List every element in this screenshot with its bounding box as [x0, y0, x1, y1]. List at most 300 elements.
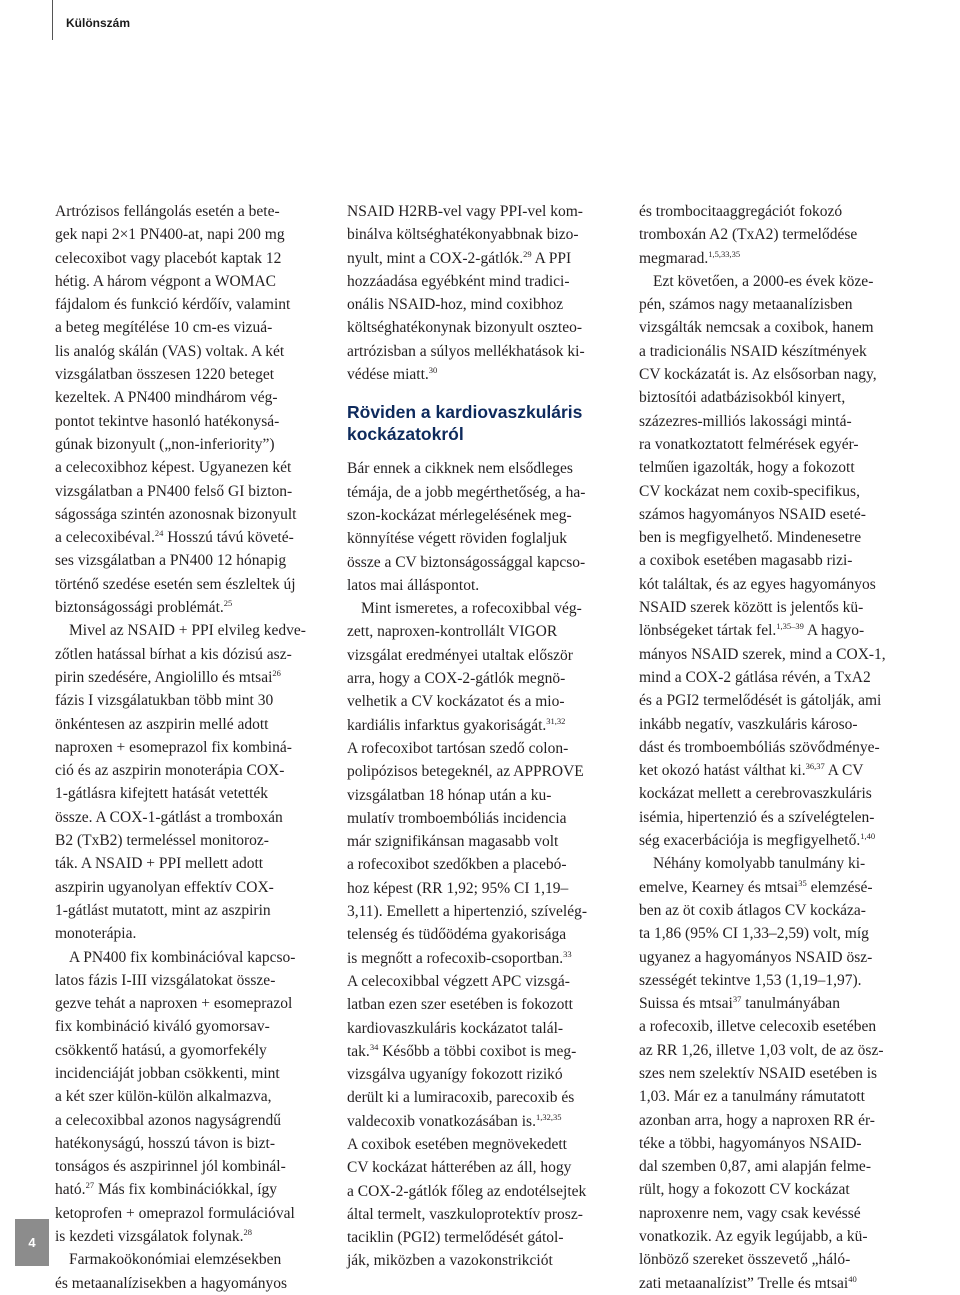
text-line: [55, 1132, 333, 1155]
text-line: [347, 481, 625, 504]
text-run: 1-gátlásra kifejtett hatását vetették: [55, 785, 269, 803]
text-line: [639, 316, 917, 339]
text-run: hétig. A három végpont a WOMAC: [55, 272, 276, 290]
text-line: [55, 782, 333, 805]
text-run: fájdalom és funkció kérdőív, valamint: [55, 296, 291, 314]
text-line: [639, 526, 917, 549]
text-run: védése miatt.: [347, 366, 429, 384]
text-line: [639, 503, 917, 526]
citation-superscript: 28: [243, 1227, 253, 1238]
text-line: [639, 736, 917, 759]
text-run: kardiovaszkuláris kockázatot talál-: [347, 1019, 564, 1037]
text-line: [639, 1225, 917, 1248]
text-run: Mint ismeretes, a rofecoxibbal vég-: [361, 600, 582, 618]
text-line: [347, 1063, 625, 1086]
citation-superscript: 35: [798, 877, 807, 888]
text-run: B2 (TxB2) termeléssel monitoroz-: [55, 832, 269, 850]
text-line: [55, 223, 333, 246]
text-run: A CV: [824, 762, 864, 780]
text-run: isémia, hipertenzió és a szívelégtelen-: [639, 808, 875, 826]
text-run: aszpirin ugyanolyan effektív COX-: [55, 878, 274, 896]
text-line: [55, 340, 333, 363]
text-run: inkább negatív, vaszkuláris károso-: [639, 715, 858, 733]
text-line: [639, 386, 917, 409]
text-run: 1-gátlást mutatott, mint az aszpirin: [55, 901, 271, 919]
citation-superscript: 37: [732, 994, 742, 1005]
text-line: [639, 247, 917, 270]
text-line: [347, 527, 625, 550]
text-run: Suissa és mtsai: [639, 995, 733, 1013]
text-run: Hosszú távú követé-: [163, 529, 294, 547]
text-run: az RR 1,26, illetve 1,03 volt, de az ösz-: [639, 1041, 884, 1059]
text-line: [639, 1039, 917, 1062]
text-column-3: [639, 200, 917, 1295]
text-line: [639, 223, 917, 246]
text-run: és metaanalízisekben a hagyományos: [55, 1274, 287, 1292]
text-run: a tradicionális NSAID készítmények: [639, 342, 867, 360]
text-run: ség exacerbációja is megfigyelhető.: [639, 832, 861, 850]
text-line: [55, 1272, 333, 1295]
text-line: [639, 759, 917, 782]
text-run: onális NSAID-hoz, mind coxibhoz: [347, 296, 564, 314]
text-run: Bár ennek a cikknek nem elsődleges: [347, 460, 573, 478]
text-run: ra vonatkoztatott felmérések egyér-: [639, 435, 859, 453]
text-line: [639, 922, 917, 945]
text-line: [347, 923, 625, 946]
text-run: A hagyo-: [803, 622, 865, 640]
text-line: [347, 1040, 625, 1063]
citation-superscript: 25: [223, 598, 233, 609]
text-line: [639, 1062, 917, 1085]
text-run: dal szemben 0,87, ami alapján felme-: [639, 1158, 871, 1176]
text-line: [347, 807, 625, 830]
text-line: [639, 270, 917, 293]
text-line: [347, 970, 625, 993]
text-run: NSAID H2RB-vel vagy PPI-vel kom-: [347, 203, 583, 220]
text-run: velhetik a CV kockázatot és a mio-: [347, 693, 565, 711]
text-line: [55, 713, 333, 736]
citation-superscript: 29: [523, 248, 532, 259]
text-line: [55, 1062, 333, 1085]
citation-superscript: 33: [563, 948, 572, 959]
text-run: ta 1,86 (95% CI 1,33–2,59) volt, míg: [639, 925, 869, 943]
text-line: [639, 456, 917, 479]
text-run: A PN400 fix kombinációval kapcso-: [69, 948, 296, 966]
text-line: [347, 1110, 625, 1133]
text-line: [55, 596, 333, 619]
text-line: [639, 876, 917, 899]
text-line: [55, 386, 333, 409]
text-run: zőtlen hatással bírhat a kis dózisú asz-: [55, 645, 292, 663]
text-run: témája, de a jobb megérthetőség, a ha-: [347, 483, 586, 501]
citation-superscript: 30: [428, 365, 438, 376]
text-line: [55, 433, 333, 456]
text-line: [55, 1085, 333, 1108]
text-line: [639, 689, 917, 712]
text-line: [347, 737, 625, 760]
text-line: [639, 852, 917, 875]
text-run: a coxibok esetében magasabb rizi-: [639, 552, 853, 570]
text-run: arra, hogy a COX-2-gátlók megnö-: [347, 670, 566, 688]
text-line: [55, 736, 333, 759]
text-line: [55, 899, 333, 922]
citation-superscript: 40: [848, 1273, 857, 1284]
page-number: 4: [15, 1219, 49, 1266]
text-run: szon-kockázat mérlegelésének meg-: [347, 506, 572, 524]
text-line: [347, 200, 625, 223]
text-run: elemzésé-: [806, 878, 873, 896]
text-run: Mivel az NSAID + PPI elvileg kedve-: [69, 622, 306, 640]
text-run: pén, számos nagy metaanalízisben: [639, 296, 853, 314]
text-run: a celecoxibéval.: [55, 529, 155, 547]
text-run: össze a CV biztonságossággal kapcso-: [347, 553, 586, 571]
text-run: kardiális infarktus gyakoriságát.: [347, 716, 547, 734]
text-run: azonban arra, hogy a naproxen RR ér-: [639, 1111, 875, 1129]
text-run: Más fix kombinációkkal, így: [94, 1181, 278, 1199]
text-run: mányos NSAID szerek, mind a COX-1,: [639, 645, 886, 663]
text-line: [347, 504, 625, 527]
citation-superscript: 27: [85, 1180, 95, 1191]
citation-superscript: 34: [369, 1041, 379, 1052]
text-line: [55, 1225, 333, 1248]
text-run: taciklin (PGI2) termelődését gátol-: [347, 1229, 564, 1247]
text-line: [347, 667, 625, 690]
text-run: ses vizsgálatban a PN400 12 hónapig: [55, 552, 287, 570]
text-run: vonatkozik. Az egyik legújabb, a kü-: [639, 1228, 868, 1246]
text-run: ket okozó hatást válthat ki.: [639, 762, 806, 780]
text-line: [639, 293, 917, 316]
text-run: Farmakoökonómiai elemzésekben: [69, 1251, 282, 1269]
citation-superscript: 1,32,35: [535, 1111, 562, 1122]
text-line: [347, 457, 625, 480]
text-run: hozzáadása egyébként mind tradici-: [347, 272, 570, 290]
citation-superscript: 36,37: [805, 761, 825, 772]
text-run: csökkentő hatású, a gyomorfekély: [55, 1041, 267, 1059]
text-run: telműen igazolták, hogy a fokozott: [639, 459, 855, 477]
text-column-1: [55, 200, 333, 1295]
text-line: [347, 1017, 625, 1040]
text-run: által termelt, vaszkuloprotektív prosz-: [347, 1205, 583, 1223]
header-divider: [52, 0, 53, 40]
text-run: A celecoxibbal végzett APC vizsgá-: [347, 972, 570, 990]
text-run: is kezdeti vizsgálatok folynak.: [55, 1228, 244, 1246]
text-run: hatékonyságú, hosszú távon is bizt-: [55, 1134, 275, 1152]
text-line: [55, 946, 333, 969]
text-line: [639, 969, 917, 992]
text-run: önkéntesen az aszpirin mellé adott: [55, 715, 269, 733]
text-run: tromboxán A2 (TxA2) termelődése: [639, 226, 858, 244]
text-run: ketoprofen + omeprazol formulációval: [55, 1204, 295, 1222]
text-run: már szignifikánsan magasabb volt: [347, 833, 559, 851]
text-line: [347, 247, 625, 270]
text-line: [55, 1248, 333, 1271]
text-run: fix kombináció kiváló gyomorsav-: [55, 1018, 270, 1036]
text-run: gúnak bizonyult („non-inferiority”): [55, 435, 275, 453]
text-run: derült ki a lumiracoxib, parecoxib és: [347, 1089, 575, 1107]
text-run: ugyanez a hagyományos NSAID ösz-: [639, 948, 873, 966]
text-run: és trombocitaaggregációt fokozó: [639, 203, 843, 220]
text-run: ció és az aszpirin monoterápia COX-: [55, 762, 285, 780]
text-line: [55, 829, 333, 852]
text-line: [347, 270, 625, 293]
text-line: [347, 551, 625, 574]
text-line: [55, 1015, 333, 1038]
text-run: polipózisos betegeknél, az APPROVE: [347, 763, 584, 781]
text-line: [347, 620, 625, 643]
text-run: a celecoxibhoz képest. Ugyanezen két: [55, 459, 292, 477]
text-line: [639, 1202, 917, 1225]
text-line: [55, 316, 333, 339]
text-run: ben is megfigyelhető. Mindenesetre: [639, 529, 862, 547]
text-run: szes nem szelektív NSAID esetében is: [639, 1064, 878, 1082]
text-run: ták. A NSAID + PPI mellett adott: [55, 855, 264, 873]
text-line: [347, 993, 625, 1016]
text-line: [639, 666, 917, 689]
text-line: [55, 806, 333, 829]
text-run: vizsgálva ugyanígy fokozott rizikó: [347, 1066, 563, 1084]
text-run: mind a COX-2 gátlása révén, a TxA2: [639, 668, 871, 686]
text-run: rült, hogy a fokozott CV kockázat: [639, 1181, 850, 1199]
text-line: [55, 666, 333, 689]
text-line: [639, 899, 917, 922]
text-line: [347, 340, 625, 363]
text-run: kót találtak, és az egyes hagyományos: [639, 575, 876, 593]
text-run: A rofecoxibot tartósan szedő colon-: [347, 739, 569, 757]
section-heading: Röviden a kardiovaszkuláris kockázatokról: [347, 402, 583, 445]
text-run: biztonságossági problémát.: [55, 599, 224, 617]
text-line: [55, 363, 333, 386]
text-run: emelve, Kearney és mtsai: [639, 878, 799, 896]
text-line: [639, 410, 917, 433]
text-line: [347, 223, 625, 246]
text-line: [639, 596, 917, 619]
text-line: [55, 619, 333, 642]
text-run: dást és tromboembóliás szövődménye-: [639, 738, 880, 756]
text-run: latban ezen szer esetében is fokozott: [347, 996, 573, 1014]
text-line: [347, 363, 625, 386]
text-line: [639, 782, 917, 805]
text-line: [347, 877, 625, 900]
citation-superscript: 1,35–39: [776, 621, 804, 632]
text-run: binálva költséghatékonyabbnak bizo-: [347, 226, 579, 244]
citation-superscript: 26: [272, 667, 281, 678]
text-run: a COX-2-gátlók főleg az endotélsejtek: [347, 1182, 587, 1200]
text-line: [55, 759, 333, 782]
text-run: zett, naproxen-kontrollált VIGOR: [347, 623, 558, 641]
text-line: [55, 969, 333, 992]
text-line: [55, 992, 333, 1015]
section-label: Különszám: [66, 16, 131, 30]
text-run: latos mai álláspontot.: [347, 576, 480, 594]
text-line: [639, 433, 917, 456]
text-line: [639, 363, 917, 386]
text-run: artrózisban a súlyos mellékhatások ki-: [347, 342, 585, 360]
text-run: történő szedése esetén sem észleltek új: [55, 575, 296, 593]
text-run: biztosítói adatbázisokból kinyert,: [639, 389, 846, 407]
text-run: 3,11). Emellett a hipertenzió, szívelég-: [347, 903, 588, 921]
citation-superscript: 1,40: [860, 831, 876, 842]
text-line: [639, 1085, 917, 1108]
text-run: 1,03. Már ez a tanulmány rámutatott: [639, 1088, 865, 1106]
text-run: A PPI: [531, 249, 572, 267]
text-line: [55, 247, 333, 270]
text-line: [347, 760, 625, 783]
text-run: szességét tekintve 1,53 (1,19–1,97).: [639, 971, 862, 989]
text-line: [639, 992, 917, 1015]
text-run: ható.: [55, 1181, 86, 1199]
text-run: telenség és tüdőödéma gyakorisága: [347, 926, 567, 944]
text-line: [55, 293, 333, 316]
text-run: monoterápia.: [55, 925, 137, 943]
text-line: [347, 853, 625, 876]
text-run: CV kockázat nem coxib-specifikus,: [639, 482, 860, 500]
text-run: gek napi 2×1 PN400-at, napi 200 mg: [55, 226, 285, 244]
text-line: [55, 689, 333, 712]
text-run: százezres-milliós lakossági mintá-: [639, 412, 852, 430]
text-run: Később a többi coxibot is meg-: [378, 1042, 577, 1060]
citation-superscript: 24: [154, 528, 164, 539]
text-run: gezve tehát a naproxen + esomeprazol: [55, 995, 293, 1013]
text-column-2: [347, 200, 625, 1273]
text-line: [639, 1015, 917, 1038]
text-line: [347, 1133, 625, 1156]
text-line: [55, 480, 333, 503]
text-run: vizsgálatban 18 hónap után a ku-: [347, 786, 552, 804]
text-line: [347, 1226, 625, 1249]
text-line: [639, 946, 917, 969]
text-line: [55, 410, 333, 433]
text-line: [55, 549, 333, 572]
text-line: [347, 574, 625, 597]
text-line: [55, 876, 333, 899]
text-run: ják, miközben a vazokonstrikciót: [347, 1252, 553, 1270]
text-line: [347, 1203, 625, 1226]
text-line: [347, 1180, 625, 1203]
text-line: [55, 1202, 333, 1225]
text-run: valdecoxib vonatkozásában is.: [347, 1112, 536, 1130]
text-run: latos fázis I-III vizsgálatokat össze-: [55, 971, 276, 989]
text-line: [639, 1155, 917, 1178]
text-line: [55, 1178, 333, 1201]
text-run: vizsgálták nemcsak a coxibok, hanem: [639, 319, 874, 337]
text-run: költséghatékonynak bizonyult oszteo-: [347, 319, 583, 337]
text-run: vizsgálatban összesen 1220 beteget: [55, 366, 275, 384]
text-run: is megnőtt a rofecoxib-csoportban.: [347, 949, 564, 967]
text-line: [347, 644, 625, 667]
text-run: CV kockázatát is. Az elsősorban nagy,: [639, 366, 877, 384]
text-line: [639, 340, 917, 363]
text-line: [347, 1086, 625, 1109]
text-run: incidenciáját jobban csökkenti, mint: [55, 1064, 280, 1082]
text-run: fázis I vizsgálatukban több mint 30: [55, 692, 274, 710]
text-run: tonságos és aszpirinnel jól kombinál-: [55, 1158, 286, 1176]
text-run: pirin szedésére, Angiolillo és mtsai: [55, 668, 273, 686]
text-run: A coxibok esetében megnövekedett: [347, 1135, 567, 1153]
text-line: [347, 947, 625, 970]
text-run: naproxen + esomeprazol fix kombiná-: [55, 738, 292, 756]
text-line: [347, 293, 625, 316]
text-run: vizsgálat eredményei utaltak először: [347, 646, 573, 664]
text-line: [639, 806, 917, 829]
text-run: NSAID szerek között is jelentős kü-: [639, 599, 864, 617]
text-run: naproxenre nem, vagy csak kevéssé: [639, 1204, 861, 1222]
text-line: [639, 480, 917, 503]
text-line: [55, 1109, 333, 1132]
text-line: [347, 690, 625, 713]
text-run: lönbségeket tártak fel.: [639, 622, 777, 640]
text-run: zati metaanalízist” Trelle és mtsai: [639, 1274, 849, 1292]
text-line: [55, 852, 333, 875]
text-run: Ezt követően, a 2000-es évek köze-: [653, 272, 874, 290]
text-run: kockázat mellett a cerebrovaszkuláris: [639, 785, 872, 803]
text-run: össze. A COX-1-gátlást a tromboxán: [55, 808, 283, 826]
text-run: könnyítése végett röviden foglaljuk: [347, 530, 567, 548]
text-line: [55, 573, 333, 596]
text-line: [639, 713, 917, 736]
text-run: Néhány komolyabb tanulmány ki-: [653, 855, 866, 873]
text-line: [639, 1178, 917, 1201]
text-run: celecoxibot vagy placebót kaptak 12: [55, 249, 282, 267]
text-line: [55, 922, 333, 945]
text-line: [639, 1248, 917, 1271]
text-line: [347, 1249, 625, 1272]
text-line: [55, 1155, 333, 1178]
text-line: [347, 830, 625, 853]
text-run: lis analóg skálán (VAS) voltak. A két: [55, 342, 285, 360]
text-run: megmarad.: [639, 249, 709, 267]
text-run: hoz képest (RR 1,92; 95% CI 1,19–: [347, 879, 569, 897]
text-line: [639, 549, 917, 572]
text-run: a rofecoxib, illetve celecoxib esetében: [639, 1018, 877, 1036]
text-line: [639, 1109, 917, 1132]
text-line: [347, 714, 625, 737]
text-run: nyult, mint a COX-2-gátlók.: [347, 249, 524, 267]
text-run: kezeltek. A PN400 mindhárom vég-: [55, 389, 278, 407]
citation-superscript: 1,5,33,35: [708, 248, 741, 259]
text-line: [55, 643, 333, 666]
text-line: [639, 829, 917, 852]
text-line: [639, 573, 917, 596]
text-run: a beteg megítélése 10 cm-es vizuá-: [55, 319, 273, 337]
text-line: [347, 1156, 625, 1179]
text-run: Artrózisos fellángolás esetén a bete-: [55, 203, 280, 220]
text-line: [639, 1132, 917, 1155]
text-run: lönböző szereket összevető „háló-: [639, 1251, 851, 1269]
text-line: [55, 503, 333, 526]
text-run: CV kockázat hátterében az áll, hogy: [347, 1159, 572, 1177]
text-line: [55, 526, 333, 549]
citation-superscript: 31,32: [546, 715, 566, 726]
text-run: ságossága szintén azonosnak bizonyult: [55, 505, 297, 523]
text-run: a celecoxibbal azonos nagyságrendű: [55, 1111, 281, 1129]
text-run: tak.: [347, 1042, 370, 1060]
text-run: mulatív tromboembóliás incidencia: [347, 809, 567, 827]
text-run: tanulmányában: [741, 995, 840, 1013]
text-run: a két szer külön-külön alkalmazva,: [55, 1088, 272, 1106]
text-line: [55, 456, 333, 479]
text-run: ben az öt coxib átlagos CV kockáza-: [639, 901, 866, 919]
text-line: [55, 1039, 333, 1062]
text-line: [639, 643, 917, 666]
text-run: pontot tekintve hasonló hatékonysá-: [55, 412, 280, 430]
text-line: [639, 200, 917, 223]
text-run: a rofecoxibot szedőkben a placebó-: [347, 856, 567, 874]
text-run: vizsgálatban a PN400 felső GI bizton-: [55, 482, 293, 500]
text-line: [639, 1272, 917, 1295]
text-run: és a PGI2 termelődését is gátolják, ami: [639, 692, 882, 710]
text-line: [639, 619, 917, 642]
text-line: [347, 784, 625, 807]
